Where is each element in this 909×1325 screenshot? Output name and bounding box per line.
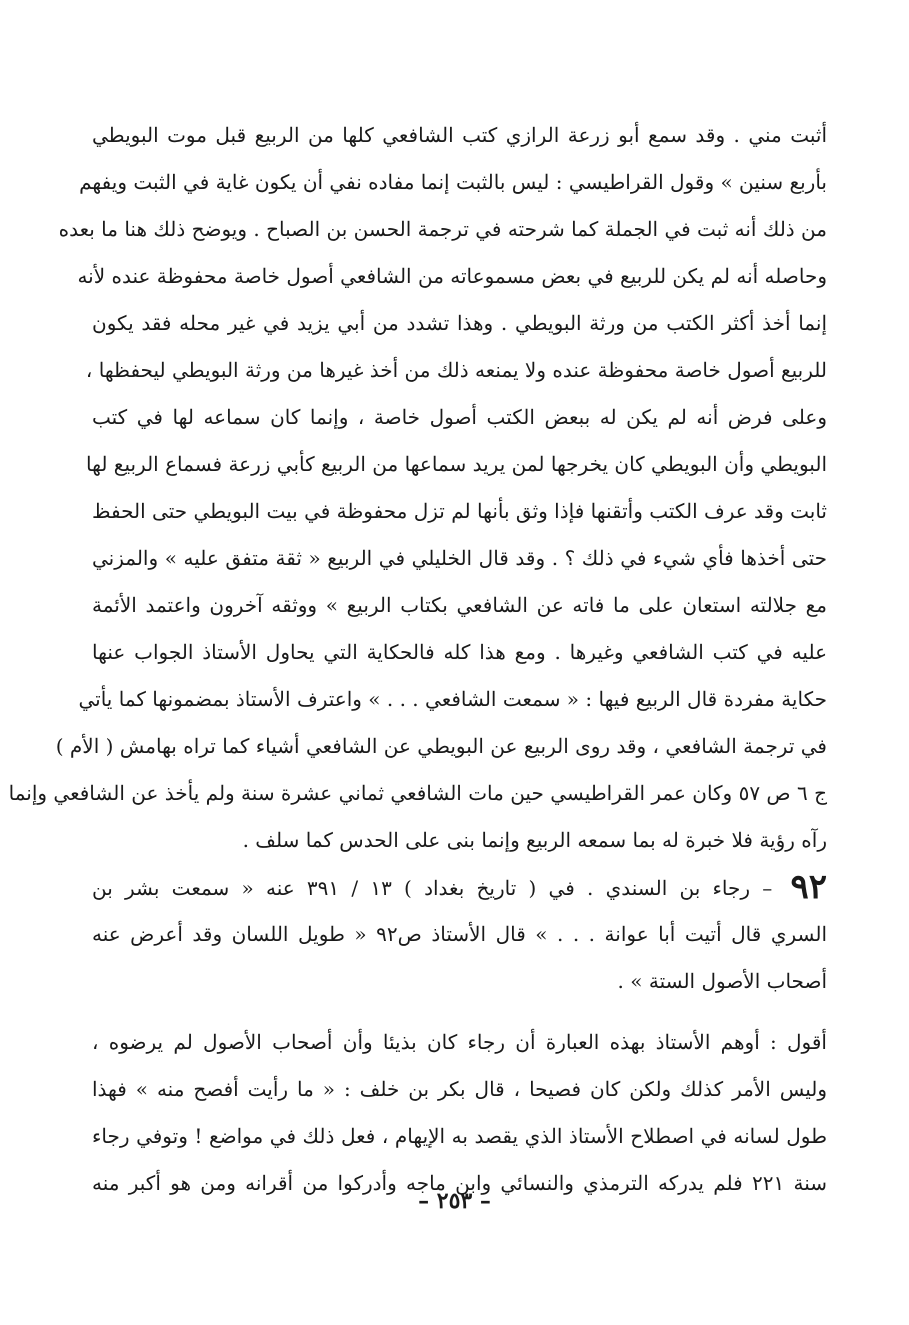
text-line: إنما أخذ أكثر الكتب من ورثة البويطي . وهذا تشدد من أبي يزيد في غير محله فقد يكون	[92, 311, 827, 335]
text-line: أثبت مني . وقد سمع أبو زرعة الرازي كتب الشافعي كلها من الربيع قبل موت البويطي	[92, 123, 827, 147]
entry-heading-line	[92, 864, 827, 911]
text-line: مع جلالته استعان على ما فاته عن الشافعي بكتاب الربيع » ووثقه آخرون واعتمد الأئمة	[92, 593, 827, 617]
reply-line: طول لسانه في اصطلاح الأستاذ الذي يقصد به الإيهام ، فعل ذلك في مواضع ! وتوفي رجاء	[92, 1124, 827, 1148]
text-line: ثابت وقد عرف الكتب وأتقنها فإذا وثق بأنها لم تزل محفوظة في بيت البويطي حتى الحفظ	[92, 499, 827, 523]
reply-line: وليس الأمر كذلك ولكن كان فصيحا ، قال بكر بن خلف : « ما رأيت أفصح منه » فهذا	[92, 1077, 827, 1101]
text-line: عليه في كتب الشافعي وغيرها . ومع هذا كله فالحكاية التي يحاول الأستاذ الجواب عنها	[92, 640, 828, 664]
entry-number: ٩٢	[790, 867, 828, 907]
text-line: حتى أخذها فأي شيء في ذلك ؟ . وقد قال الخليلي في الربيع « ثقة متفق عليه » والمزني	[92, 546, 827, 570]
text-line: وحاصله أنه لم يكن للربيع في بعض مسموعاته من الشافعي أصول خاصة محفوظة عنده لأنه	[77, 264, 827, 288]
text-line: بأربع سنين » وقول القراطيسي : ليس بالثبت إنما مفاده نفي أن يكون غاية في الثبت ويفهم	[79, 170, 827, 194]
text-line: للربيع أصول خاصة محفوظة عنده ولا يمنعه ذلك من أخذ غيرها من ورثة البويطي ليحفظها ،	[85, 358, 827, 382]
text-line: حكاية مفردة قال الربيع فيها : « سمعت الشافعي . . . » واعترف الأستاذ بمضمونها كما يأتي	[78, 687, 827, 711]
text-line: وعلى فرض أنه لم يكن له ببعض الكتب أصول خاصة ، وإنما كان سماعه لها في كتب	[92, 405, 827, 429]
text-line: في ترجمة الشافعي ، وقد روى الربيع عن البويطي عن الشافعي أشياء كما تراه بهامش ( الأم )	[55, 734, 827, 758]
paragraph-gap	[92, 1005, 827, 1019]
entry-line: أصحاب الأصول الستة » .	[617, 969, 827, 993]
entry-line: السري قال أتيت أبا عوانة . . . » قال الأستاذ ص٩٢ « طويل اللسان وقد أعرض عنه	[92, 922, 827, 946]
text-line: ج ٦ ص ٥٧ وكان عمر القراطيسي حين مات الشافعي ثماني عشرة سنة ولم يأخذ عن الشافعي وإنما	[8, 781, 827, 805]
reply-line: سنة ٢٢١ فلم يدركه الترمذي والنسائي وابن ماجه وأدركوا من أقرانه ومن هو أكبر منه	[92, 1171, 828, 1195]
reply-line: أقول : أوهم الأستاذ بهذه العبارة أن رجاء كان بذيئا وأن أصحاب الأصول لم يرضوه ،	[92, 1030, 827, 1054]
text-line: من ذلك أنه ثبت في الجملة كما شرحته في ترجمة الحسن بن الصباح . ويوضح ذلك هنا ما بعده	[58, 217, 827, 241]
entry-heading-text: – رجاء بن السندي . في ( تاريخ بغداد ) ١٣ / ٣٩١ عنه « سمعت بشر بن	[92, 876, 773, 900]
page-body	[8, 112, 828, 1207]
page-number: – ٢٥٣ –	[418, 1188, 491, 1214]
text-line: البويطي وأن البويطي كان يخرجها لمن يريد سماعها من الربيع كأبي زرعة فسماع الربيع لها	[86, 452, 827, 476]
text-line: رآه رؤية فلا خبرة له بما سمعه الربيع وإنما بنى على الحدس كما سلف .	[242, 828, 827, 852]
